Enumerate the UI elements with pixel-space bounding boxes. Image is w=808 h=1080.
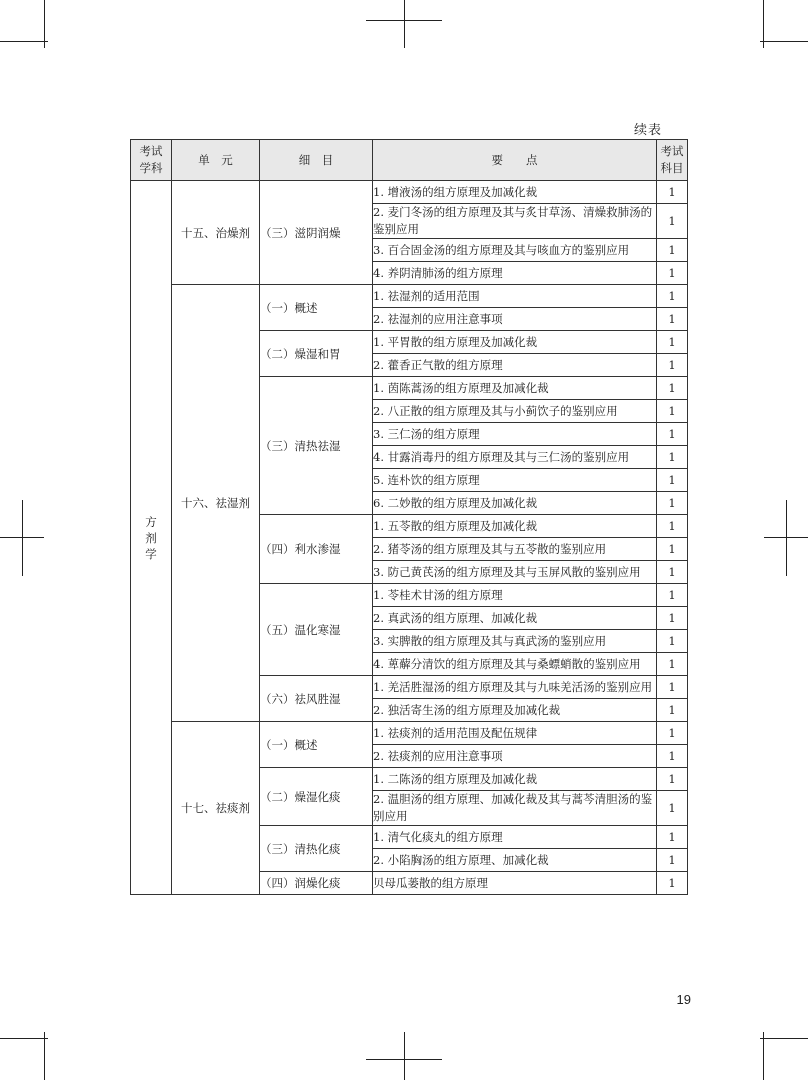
point-cell: 1. 增液汤的组方原理及加减化裁 — [373, 181, 657, 204]
exam-cell: 1 — [657, 285, 688, 308]
point-cell: 1. 苓桂术甘汤的组方原理 — [373, 584, 657, 607]
crop-mark — [763, 1032, 764, 1080]
unit-cell: 十五、治燥剂 — [172, 181, 260, 285]
exam-cell: 1 — [657, 181, 688, 204]
point-cell: 5. 连朴饮的组方原理 — [373, 469, 657, 492]
exam-cell: 1 — [657, 630, 688, 653]
detail-cell: （三）清热化痰 — [260, 826, 373, 872]
detail-cell: （一）概述 — [260, 722, 373, 768]
exam-cell: 1 — [657, 791, 688, 826]
detail-cell: （三）滋阴润燥 — [260, 181, 373, 285]
exam-cell: 1 — [657, 377, 688, 400]
unit-cell: 十七、祛痰剂 — [172, 722, 260, 895]
detail-cell: （三）清热祛湿 — [260, 377, 373, 515]
subject-char: 学 — [145, 546, 157, 561]
crop-mark — [760, 41, 808, 42]
point-cell: 6. 二妙散的组方原理及加减化裁 — [373, 492, 657, 515]
point-cell: 1. 清气化痰丸的组方原理 — [373, 826, 657, 849]
exam-cell: 1 — [657, 515, 688, 538]
point-cell: 1. 五苓散的组方原理及加减化裁 — [373, 515, 657, 538]
point-cell: 2. 猪苓汤的组方原理及其与五苓散的鉴别应用 — [373, 538, 657, 561]
crop-mark — [0, 1038, 48, 1039]
detail-cell: （二）燥湿和胃 — [260, 331, 373, 377]
page-number: 19 — [676, 992, 691, 1007]
header-row — [131, 140, 688, 181]
exam-cell: 1 — [657, 469, 688, 492]
exam-cell: 1 — [657, 722, 688, 745]
crop-mark — [404, 0, 405, 48]
exam-cell: 1 — [657, 262, 688, 285]
crop-mark — [404, 1032, 405, 1080]
point-cell: 2. 麦门冬汤的组方原理及其与炙甘草汤、清燥救肺汤的鉴别应用 — [373, 204, 657, 239]
table-row — [131, 285, 688, 308]
point-cell: 2. 八正散的组方原理及其与小蓟饮子的鉴别应用 — [373, 400, 657, 423]
unit-cell: 十六、祛湿剂 — [172, 285, 260, 722]
detail-cell: （四）润燥化痰 — [260, 872, 373, 895]
point-cell: 2. 小陷胸汤的组方原理、加减化裁 — [373, 849, 657, 872]
exam-cell: 1 — [657, 768, 688, 791]
continued-label: 续表 — [633, 123, 662, 138]
detail-cell: （二）燥湿化痰 — [260, 768, 373, 826]
subject-char: 方 — [145, 514, 157, 529]
crop-mark — [44, 1032, 45, 1080]
exam-cell: 1 — [657, 331, 688, 354]
crop-mark — [366, 1059, 442, 1060]
exam-cell: 1 — [657, 872, 688, 895]
point-cell: 2. 真武汤的组方原理、加减化裁 — [373, 607, 657, 630]
syllabus-table — [130, 139, 688, 895]
subject-char: 剂 — [145, 530, 157, 545]
crop-mark — [22, 500, 23, 576]
header-unit: 单 元 — [172, 140, 260, 181]
point-cell: 4. 甘露消毒丹的组方原理及其与三仁汤的鉴别应用 — [373, 446, 657, 469]
exam-cell: 1 — [657, 607, 688, 630]
crop-mark — [366, 20, 442, 21]
crop-mark — [760, 1038, 808, 1039]
table-body — [131, 181, 688, 895]
exam-cell: 1 — [657, 354, 688, 377]
exam-cell: 1 — [657, 826, 688, 849]
point-cell: 1. 茵陈蒿汤的组方原理及加减化裁 — [373, 377, 657, 400]
detail-cell: （五）温化寒湿 — [260, 584, 373, 676]
crop-mark — [764, 537, 808, 538]
detail-cell: （一）概述 — [260, 285, 373, 331]
point-cell: 4. 养阴清肺汤的组方原理 — [373, 262, 657, 285]
detail-cell: （六）祛风胜湿 — [260, 676, 373, 722]
exam-cell: 1 — [657, 745, 688, 768]
point-cell: 4. 萆薢分清饮的组方原理及其与桑螵蛸散的鉴别应用 — [373, 653, 657, 676]
point-cell: 1. 羌活胜湿汤的组方原理及其与九味羌活汤的鉴别应用 — [373, 676, 657, 699]
header-subject: 考试 学科 — [131, 140, 172, 181]
point-cell: 1. 祛湿剂的适用范围 — [373, 285, 657, 308]
crop-mark — [0, 537, 44, 538]
header-detail: 细 目 — [260, 140, 373, 181]
exam-cell: 1 — [657, 308, 688, 331]
point-cell: 3. 百合固金汤的组方原理及其与咳血方的鉴别应用 — [373, 239, 657, 262]
exam-cell: 1 — [657, 676, 688, 699]
point-cell: 1. 平胃散的组方原理及加减化裁 — [373, 331, 657, 354]
exam-cell: 1 — [657, 699, 688, 722]
point-cell: 3. 三仁汤的组方原理 — [373, 423, 657, 446]
exam-cell: 1 — [657, 584, 688, 607]
point-cell: 2. 祛湿剂的应用注意事项 — [373, 308, 657, 331]
point-cell: 2. 藿香正气散的组方原理 — [373, 354, 657, 377]
exam-cell: 1 — [657, 561, 688, 584]
table-row — [131, 722, 688, 745]
crop-mark — [0, 41, 48, 42]
point-cell: 贝母瓜蒌散的组方原理 — [373, 872, 657, 895]
point-cell: 3. 防己黄芪汤的组方原理及其与玉屏风散的鉴别应用 — [373, 561, 657, 584]
exam-cell: 1 — [657, 849, 688, 872]
point-cell: 3. 实脾散的组方原理及其与真武汤的鉴别应用 — [373, 630, 657, 653]
exam-cell: 1 — [657, 538, 688, 561]
exam-cell: 1 — [657, 400, 688, 423]
exam-cell: 1 — [657, 653, 688, 676]
point-cell: 2. 温胆汤的组方原理、加减化裁及其与蒿芩清胆汤的鉴别应用 — [373, 791, 657, 826]
point-cell: 1. 祛痰剂的适用范围及配伍规律 — [373, 722, 657, 745]
header-point: 要 点 — [373, 140, 657, 181]
crop-mark — [786, 500, 787, 576]
point-cell: 2. 独活寄生汤的组方原理及加减化裁 — [373, 699, 657, 722]
exam-cell: 1 — [657, 204, 688, 239]
point-cell: 1. 二陈汤的组方原理及加减化裁 — [373, 768, 657, 791]
exam-cell: 1 — [657, 423, 688, 446]
subject-cell — [131, 181, 172, 895]
exam-cell: 1 — [657, 446, 688, 469]
exam-cell: 1 — [657, 239, 688, 262]
header-exam: 考试 科目 — [657, 140, 688, 181]
point-cell: 2. 祛痰剂的应用注意事项 — [373, 745, 657, 768]
table-row — [131, 181, 688, 204]
exam-cell: 1 — [657, 492, 688, 515]
detail-cell: （四）利水渗湿 — [260, 515, 373, 584]
